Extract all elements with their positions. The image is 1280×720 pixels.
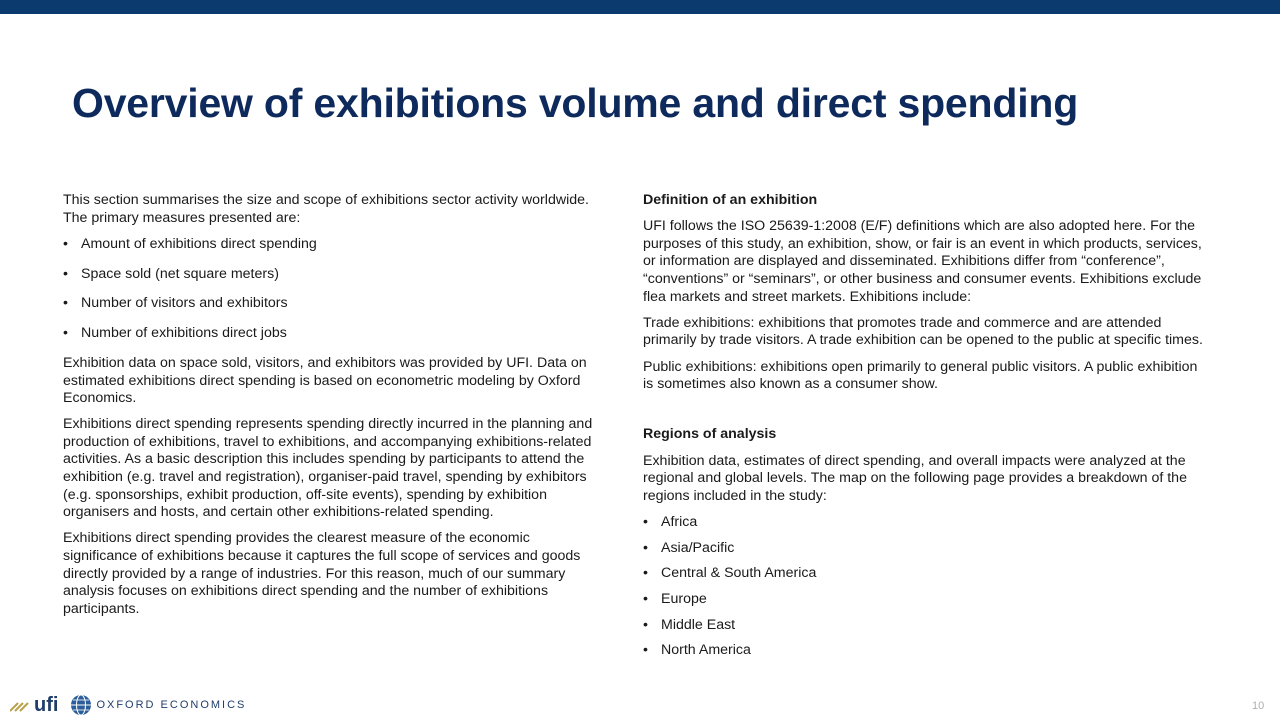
oxford-economics-logo (70, 694, 246, 716)
page-title: Overview of exhibitions volume and direct spending (72, 80, 1079, 126)
intro-paragraph: This section summarises the size and scope of exhibitions sector activity worldwide. The primary measures presented are: (63, 192, 589, 226)
page-number: 10 (1252, 700, 1265, 712)
list-item: • Amount of exhibitions direct spending (63, 236, 593, 254)
list-item: • Asia/Pacific (643, 540, 1203, 558)
definition-heading: Definition of an exhibition (643, 192, 818, 208)
footer-logos (10, 692, 246, 718)
list-item: • Central & South America (643, 565, 1203, 583)
list-item: • Number of visitors and exhibitors (63, 295, 593, 313)
list-item: • Number of exhibitions direct jobs (63, 325, 593, 343)
significance-paragraph: Exhibitions direct spending provides the clearest measure of the economic significance of exhibitions because it captures the full scope of services and goods directly provided by a range of industries. For this reason, much of our summary analysis focuses on exhibitions direct spending and the number of exhibitions participants. (63, 530, 581, 617)
list-item: • Middle East (643, 617, 1203, 635)
list-item: • Space sold (net square meters) (63, 266, 593, 284)
measures-list (63, 236, 593, 343)
definition-paragraph: UFI follows the ISO 25639-1:2008 (E/F) definitions which are also adopted here. For the purposes of this study, an exhibition, show, or fair is an event in which products, services, or information are displayed and disseminated. Exhibitions differ from “conference”, “conventions” or “seminars”, or other business and consumer events. Exhibitions exclude flea markets and street markets. Exhibitions include: (643, 218, 1202, 305)
data-source-paragraph: Exhibition data on space sold, visitors, and exhibitors was provided by UFI. Data on estimated exhibitions direct spending is based on econometric modeling by Oxford Economics. (63, 354, 587, 407)
direct-spending-paragraph: Exhibitions direct spending represents spending directly incurred in the planning and production of exhibitions, travel to exhibitions, and accompanying exhibitions-related activities. As a basic description this includes spending by participants to attend the exhibition (e.g. travel and registration), organiser-paid travel, spending by exhibitors (e.g. sponsorships, exhibit production, off-site events), spending by exhibition organisers and hosts, and certain other exhibitions-related spending. (63, 416, 593, 521)
top-band (0, 0, 1280, 14)
ufi-logo (10, 694, 58, 717)
public-exhibitions-paragraph: Public exhibitions: exhibitions open primarily to general public visitors. A public exhibition is sometimes also known as a consumer show. (643, 358, 1198, 393)
ufi-logo-text: ufi (34, 693, 59, 716)
trade-exhibitions-paragraph: Trade exhibitions: exhibitions that promotes trade and commerce and are attended primarily by trade visitors. A trade exhibition can be opened to the public at specific times. (643, 314, 1203, 349)
list-item: • North America (643, 642, 1203, 660)
list-item: • Africa (643, 514, 1203, 532)
ufi-stripes-icon (10, 698, 32, 712)
list-item: • Europe (643, 591, 1203, 609)
left-column (63, 192, 593, 627)
regions-heading: Regions of analysis (643, 426, 777, 443)
globe-icon (70, 694, 92, 716)
right-column (643, 192, 1203, 668)
oxford-economics-logo-text: OXFORD ECONOMICS (96, 699, 247, 711)
regions-paragraph: Exhibition data, estimates of direct spending, and overall impacts were analyzed at the regional and global levels. The map on the following page provides a breakdown of the regions included in the study: (643, 452, 1187, 504)
regions-list (643, 514, 1203, 660)
